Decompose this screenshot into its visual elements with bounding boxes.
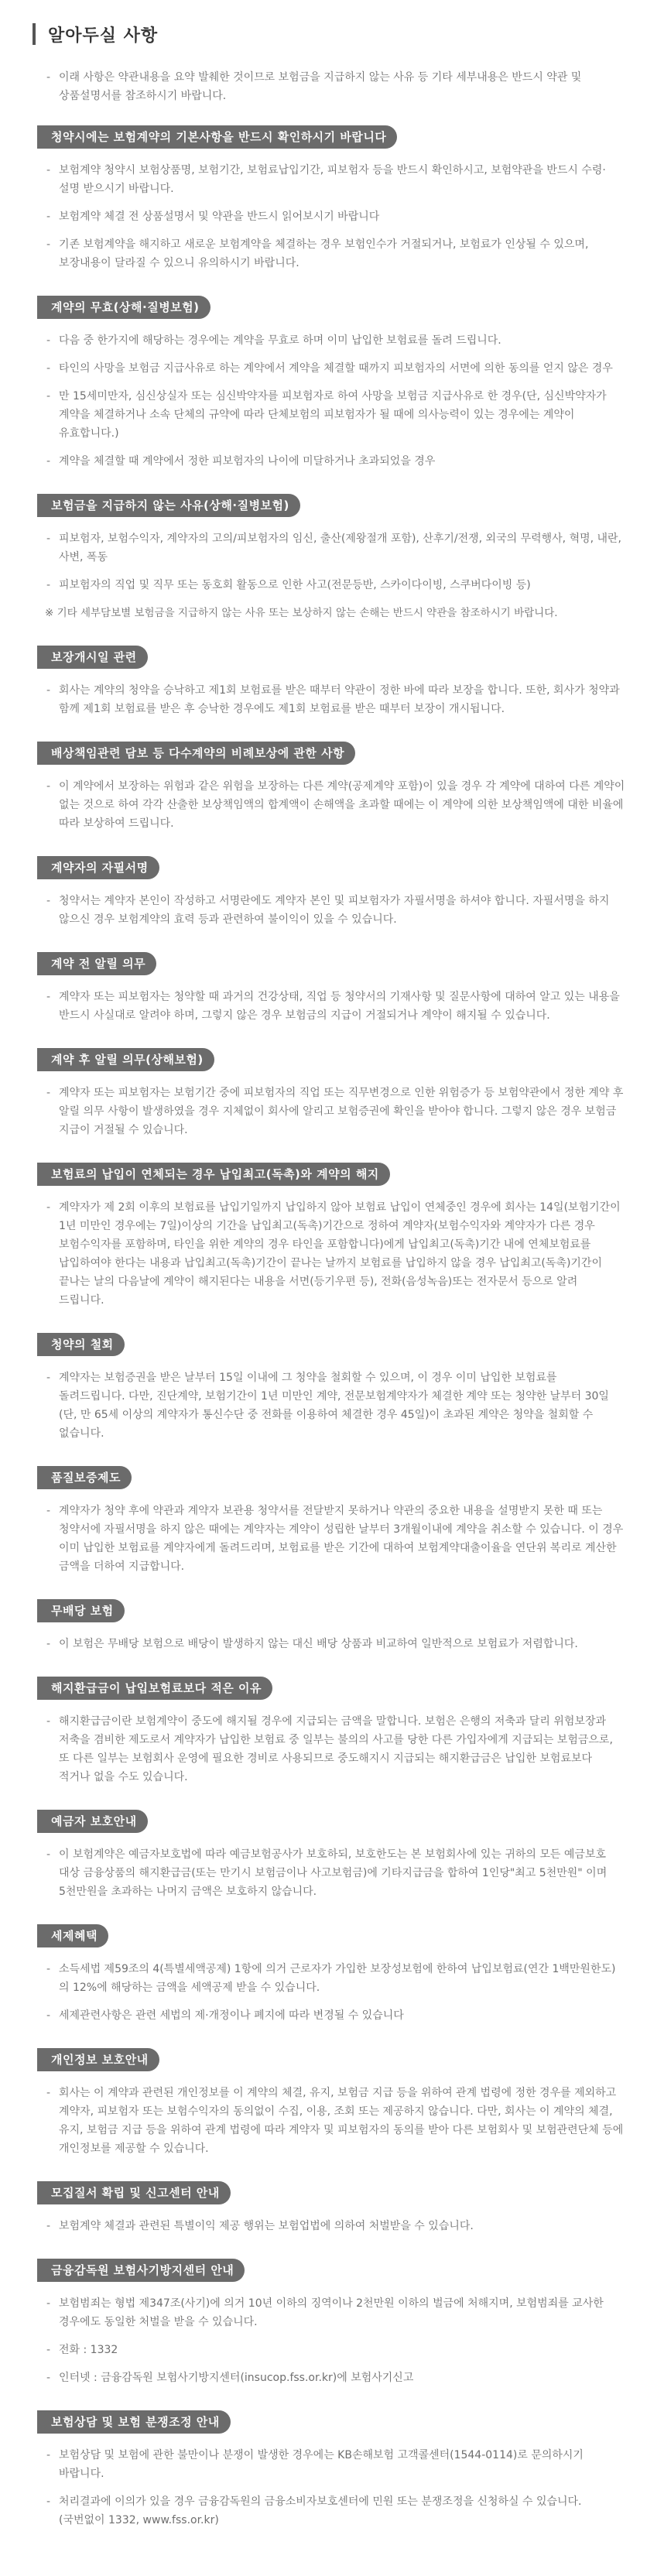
notice-section: [37, 1466, 625, 1576]
notice-section: [37, 2410, 625, 2530]
bullet-item: - 피보험자, 보험수익자, 계약자의 고의/피보험자의 임신, 출산(제왕절개 포함), 산후기/전쟁, 외국의 무력행사, 혁명, 내란, 사변, 폭동: [43, 529, 625, 567]
bullet-item: - 소득세법 제59조의 4(특별세액공제) 1항에 의거 근로자가 가입한 보장성보험에 한하여 납입보험료(연간 1백만원한도)의 12%에 해당하는 금액을 세액공제 받을 수 있습니다.: [43, 1960, 625, 1997]
bullet-item: - 청약서는 계약자 본인이 작성하고 서명란에도 계약자 본인 및 피보험자가 자필서명을 하셔야 합니다. 자필서명을 하지 않으신 경우 보험계약의 효력 등과 관련하여 불이익이 있을 수 있습니다.: [43, 892, 625, 929]
notice-section: [37, 2048, 625, 2158]
section-title: 무배당 보험: [37, 1599, 125, 1622]
section-body: [43, 892, 625, 929]
section-body: [43, 1635, 625, 1653]
page-header: [33, 23, 664, 45]
bullet-item: - 보험상담 및 보험에 관한 불만이나 분쟁이 발생한 경우에는 KB손해보험 고객콜센터(1544-0114)로 문의하시기 바랍니다.: [43, 2446, 625, 2483]
bullet-item: - 보험계약 체결 전 상품설명서 및 약관을 반드시 읽어보시기 바랍니다: [43, 207, 625, 226]
notice-section: [37, 494, 625, 622]
notice-section: [37, 952, 625, 1025]
notice-section: [37, 1048, 625, 1139]
bullet-item: - 회사는 계약의 청약을 승낙하고 제1회 보험료를 받은 때부터 약관이 정한 바에 따라 보장을 합니다. 또한, 회사가 청약과 함께 제1회 보험료를 받은 후 승낙한 경우에도 제1회 보험료를 받은 때부터 보장이 개시됩니다.: [43, 681, 625, 718]
bullet-item: - 처리결과에 이의가 있을 경우 금융감독원의 금융소비자보호센터에 민원 또는 분쟁조정을 신청하실 수 있습니다. (국번없이 1332, www.fss.or.kr): [43, 2492, 625, 2530]
intro: [43, 68, 625, 105]
bullet-item: - 계약자 또는 피보험자는 청약할 때 과거의 건강상태, 직업 등 청약서의 기재사항 및 질문사항에 대하여 알고 있는 내용을 반드시 사실대로 알려야 하며, 그렇지 않은 경우 보험금의 지급이 거절되거나 계약이 해지될 수 있습니다.: [43, 988, 625, 1025]
page-title: 알아두실 사항: [48, 26, 159, 46]
notice-section: [37, 2181, 625, 2235]
section-title: 계약자의 자필서명: [37, 856, 159, 879]
bullet-item: - 이 보험계약은 예금자보호법에 따라 예금보험공사가 보호하되, 보호한도는 본 보험회사에 있는 귀하의 모든 예금보호 대상 금융상품의 해지환급금(또는 만기시 보험금이나 사고보험금)에 기타지급금을 합하여 1인당"최고 5천만원" 이며 5천만원을 초과하는 나머지 금액은 보호하지 않습니다.: [43, 1845, 625, 1901]
bullet-item: - 인터넷 : 금융감독원 보험사기방지센터(insucop.fss.or.kr)에 보험사기신고: [43, 2369, 625, 2387]
notice-section: [37, 1924, 625, 2025]
notice-section: [37, 2259, 625, 2387]
notice-section: [37, 296, 625, 471]
notice-section: [37, 1810, 625, 1901]
section-body: [43, 1960, 625, 2025]
bullet-item: - 보험범죄는 형법 제347조(사기)에 의거 10년 이하의 징역이나 2천만원 이하의 벌금에 처해지며, 보험범죄를 교사한 경우에도 동일한 처벌을 받을 수 있습니다.: [43, 2294, 625, 2331]
bullet-item: - 전화 : 1332: [43, 2341, 625, 2359]
section-title: 보장개시일 관련: [37, 646, 148, 669]
section-title: 청약의 철회: [37, 1333, 125, 1356]
bullet-item: - 계약자는 보험증권을 받은 날부터 15일 이내에 그 청약을 철회할 수 있으며, 이 경우 이미 납입한 보험료를 돌려드립니다. 다만, 진단계약, 보험기간이 1년 미만인 계약, 전문보험계약자가 체결한 계약 또는 청약한 날부터 30일(단, 만 65세 이상의 계약자가 통신수단 중 전화를 이용하여 체결한 경우 45일)이 초과된 계약은 청약을 철회할 수 없습니다.: [43, 1368, 625, 1443]
bullet-item: - 계약자가 청약 후에 약관과 계약자 보관용 청약서를 전달받지 못하거나 약관의 중요한 내용을 설명받지 못한 때 또는 청약서에 자필서명을 하지 않은 때에는 계약자는 계약이 성립한 날부터 3개월이내에 계약을 취소할 수 있습니다. 이 경우 이미 납입한 보험료를 계약자에게 돌려드리며, 보험료를 받은 기간에 대하여 보험계약대출이율을 연단위 복리로 계산한 금액을 더하여 지급합니다.: [43, 1502, 625, 1576]
section-body: [43, 2446, 625, 2530]
bullet-item: - 다음 중 한가지에 해당하는 경우에는 계약을 무효로 하며 이미 납입한 보험료를 돌려 드립니다.: [43, 331, 625, 350]
bullet-item: - 세제관련사항은 관련 세법의 제·개정이나 폐지에 따라 변경될 수 있습니다: [43, 2006, 625, 2025]
section-body: [43, 988, 625, 1025]
bullet-item: - 계약을 체결할 때 계약에서 정한 피보험자의 나이에 미달하거나 초과되었을 경우: [43, 452, 625, 471]
section-title: 금융감독원 보험사기방지센터 안내: [37, 2259, 245, 2282]
bullet-item: - 기존 보험계약을 해지하고 새로운 보험계약을 체결하는 경우 보험인수가 거절되거나, 보험료가 인상될 수 있으며, 보장내용이 달라질 수 있으니 유의하시기 바랍니다.: [43, 235, 625, 272]
section-title: 보험료의 납입이 연체되는 경우 납입최고(독촉)와 계약의 해지: [37, 1163, 390, 1186]
section-body: [43, 529, 625, 622]
section-body: [43, 1198, 625, 1310]
section-body: [43, 1502, 625, 1576]
notice-section: [37, 1677, 625, 1786]
note-item: ※ 기타 세부담보별 보험금을 지급하지 않는 사유 또는 보상하지 않는 손해는 반드시 약관을 참조하시기 바랍니다.: [45, 607, 558, 619]
section-body: [43, 681, 625, 718]
notice-section: [37, 646, 625, 718]
notice-section: [37, 125, 625, 272]
notice-section: [37, 856, 625, 929]
bullet-item: - 보험계약 청약시 보험상품명, 보험기간, 보험료납입기간, 피보험자 등을 반드시 확인하시고, 보험약관을 반드시 수령·설명 받으시기 바랍니다.: [43, 161, 625, 198]
section-title: 보험상담 및 보험 분쟁조정 안내: [37, 2410, 231, 2434]
section-title: 계약의 무효(상해·질병보험): [37, 296, 210, 319]
bullet-item: - 타인의 사망을 보험금 지급사유로 하는 계약에서 계약을 체결할 때까지 피보험자의 서면에 의한 동의를 얻지 않은 경우: [43, 359, 625, 378]
bullet-item: - 이 계약에서 보장하는 위험과 같은 위험을 보장하는 다른 계약(공제계약 포함)이 있을 경우 각 계약에 대하여 다른 계약이 없는 것으로 하여 각각 산출한 보상책임액의 합계액이 손해액을 초과할 때에는 이 계약에 의한 보상책임액에 대한 비율에 따라 보상하여 드립니다.: [43, 777, 625, 833]
bullet-item: - 해지환급금이란 보험계약이 중도에 해지될 경우에 지급되는 금액을 말합니다. 보험은 은행의 저축과 달리 위험보장과 저축을 겸비한 제도로서 계약자가 납입한 보험료 중 일부는 불의의 사고를 당한 다른 가입자에게 지급되는 보험금으로, 또 다른 일부는 보험회사 운영에 필요한 경비로 사용되므로 중도해지시 지급되는 해지환급금은 납입한 보험료보다 적거나 없을 수도 있습니다.: [43, 1712, 625, 1786]
section-title: 예금자 보호안내: [37, 1810, 148, 1833]
section-title: 계약 후 알릴 의무(상해보험): [37, 1048, 214, 1071]
title-bar-marker: [33, 23, 36, 45]
section-body: [43, 331, 625, 471]
section-body: [43, 2217, 625, 2235]
bullet-item: - 회사는 이 계약과 관련된 개인정보를 이 계약의 체결, 유지, 보험금 지급 등을 위하여 관계 법령에 정한 경우를 제외하고 계약자, 피보험자 또는 보험수익자의 동의없이 수집, 이용, 조회 또는 제공하지 않습니다. 다만, 회사는 이 계약의 체결, 유지, 보험금 지급 등을 위하여 관계 법령에 따라 계약자 및 피보험자의 동의를 받아 다른 보험회사 및 보험관련단체 등에 개인정보를 제공할 수 있습니다.: [43, 2084, 625, 2158]
section-title: 세제혜택: [37, 1924, 108, 1947]
notice-section: [37, 742, 625, 833]
section-body: [43, 161, 625, 272]
section-body: [43, 2294, 625, 2387]
bullet-item: - 보험계약 체결과 관련된 특별이익 제공 행위는 보험업법에 의하여 처벌받을 수 있습니다.: [43, 2217, 625, 2235]
bullet-item: - 피보험자의 직업 및 직무 또는 동호회 활동으로 인한 사고(전문등반, 스카이다이빙, 스쿠버다이빙 등): [43, 576, 625, 594]
bullet-item: - 계약자 또는 피보험자는 보험기간 중에 피보험자의 직업 또는 직무변경으로 인한 위험증가 등 보험약관에서 정한 계약 후 알릴 의무 사항이 발생하였을 경우 지체없이 회사에 알리고 보험증권에 확인을 받아야 합니다. 그렇지 않은 경우 보험금 지급이 거절될 수 있습니다.: [43, 1084, 625, 1139]
section-body: [43, 1084, 625, 1139]
section-body: [43, 1368, 625, 1443]
section-title: 계약 전 알릴 의무: [37, 952, 156, 975]
section-title: 보험금을 지급하지 않는 사유(상해·질병보험): [37, 494, 300, 517]
section-body: [43, 777, 625, 833]
notice-section: [37, 1163, 625, 1310]
section-title: 해지환급금이 납입보험료보다 적은 이유: [37, 1677, 272, 1700]
intro-text: - 이래 사항은 약관내용을 요약 발췌한 것이므로 보험금을 지급하지 않는 사유 등 기타 세부내용은 반드시 약관 및 상품설명서를 참조하시기 바랍니다.: [43, 68, 625, 105]
section-title: 모집질서 확립 및 신고센터 안내: [37, 2181, 231, 2204]
bullet-item: - 이 보험은 무배당 보험으로 배당이 발생하지 않는 대신 배당 상품과 비교하여 일반적으로 보험료가 저렴합니다.: [43, 1635, 625, 1653]
section-title: 개인정보 보호안내: [37, 2048, 159, 2071]
notice-section: [37, 1599, 625, 1653]
section-body: [43, 2084, 625, 2158]
section-body: [43, 1712, 625, 1786]
bullet-item: - 만 15세미만자, 심신상실자 또는 심신박약자를 피보험자로 하여 사망을 보험금 지급사유로 한 경우(단, 심신박약자가 계약을 체결하거나 소속 단체의 규약에 따라 단체보험의 피보험자가 될 때에 의사능력이 있는 경우에는 계약이 유효합니다.): [43, 387, 625, 443]
section-title: 품질보증제도: [37, 1466, 132, 1489]
section-body: [43, 1845, 625, 1901]
section-title: 청약시에는 보험계약의 기본사항을 반드시 확인하시기 바랍니다: [37, 125, 397, 149]
sections: [0, 125, 664, 2530]
section-title: 배상책임관련 담보 등 다수계약의 비례보상에 관한 사항: [37, 742, 355, 765]
notice-section: [37, 1333, 625, 1443]
bullet-item: - 계약자가 제 2회 이후의 보험료를 납입기일까지 납입하지 않아 보험료 납입이 연체중인 경우에 회사는 14일(보험기간이 1년 미만인 경우에는 7일)이상의 기간을 납입최고(독촉)기간으로 정하여 계약자(보험수익자와 계약자가 다른 경우 보험수익자를 포함하며, 타인을 위한 계약의 경우 타인을 포함합니다)에게 납입최고(독촉)기간 내에 연체보험료를 납입하여야 한다는 내용과 납입최고(독촉)기간이 끝나는 날까지 보험료를 납입하지 않을 경우 납입최고(독촉)기간이 끝나는 날의 다음날에 계약이 해지된다는 내용을 서면(등기우편 등), 전화(음성녹음)또는 전자문서 등으로 알려 드립니다.: [43, 1198, 625, 1310]
